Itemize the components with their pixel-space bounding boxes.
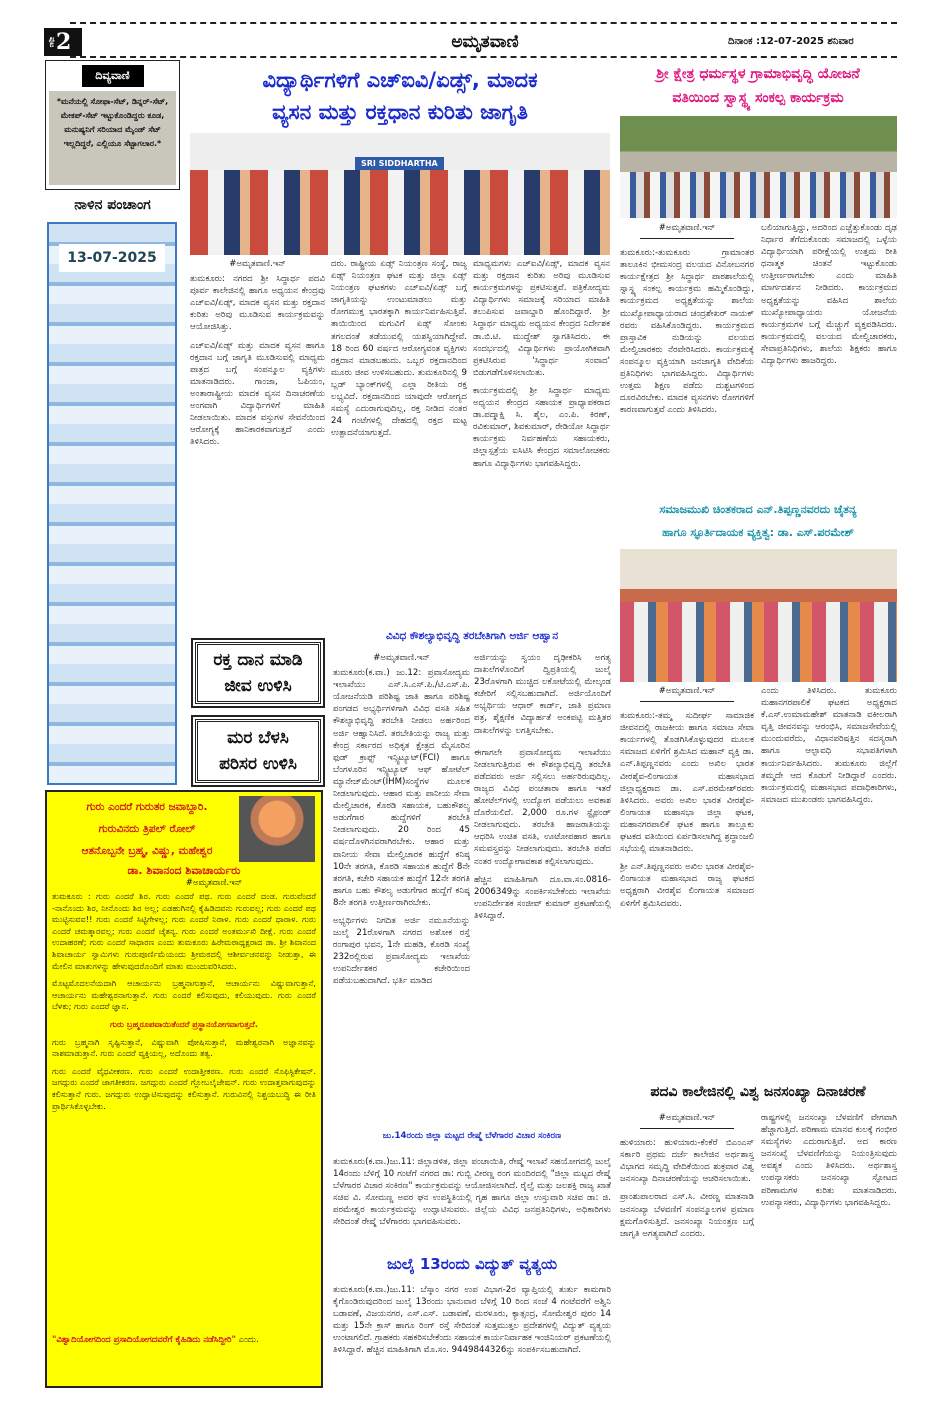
page-number: 2 <box>56 29 72 55</box>
main-article-col-3 <box>473 258 610 624</box>
divider <box>640 238 734 239</box>
paragraph: ತುಮಕೂರು: ನಗರದ ಶ್ರೀ ಸಿದ್ಧಾರ್ಥ ಪದವಿ ಪೂರ್ವ ಕಾಲೇಜಿನಲ್ಲಿ ಹಾಗೂ ಅಧ್ಯಯನ ಕೇಂದ್ರವು ಎಚ್‌ಐವಿ/ಏಡ್ಸ್, ಮಾದಕ ವ್ಯಸನ ಮತ್ತು ರಕ್ತದಾನ ಕುರಿತು ಅರಿವು ಮೂಡಿಸುವ ಕಾರ್ಯಕ್ರಮವನ್ನು ಆಯೋಜಿಸಿತ್ತು. <box>190 274 325 333</box>
skills-tag: #ಅಮೃತವಾಣಿ.ಇನ್ <box>373 653 430 663</box>
swamiji-photo <box>239 796 315 862</box>
health-headline-line-1: ಶ್ರೀ ಕ್ಷೇತ್ರ ಧರ್ಮಸ್ಥಳ ಗ್ರಾಮಾಭಿವೃದ್ಧಿ ಯೋಜನೆ <box>656 66 860 82</box>
health-headline <box>618 62 898 110</box>
guru-headline-1: ಗುರು ಎಂದರೆ ಗುರುತರ ಜವಾಬ್ದಾರಿ. <box>86 801 208 813</box>
paragraph: ಎಚ್‌ಐವಿ/ಏಡ್ಸ್ ಮತ್ತು ಮಾದಕ ವ್ಯಸನ ಹಾಗೂ ರಕ್ತದಾನ ಬಗ್ಗೆ ಜಾಗೃತಿ ಮೂಡಿಸುವಲ್ಲಿ ಮಾಧ್ಯಮ ಪಾತ್ರದ ಬಗ್ಗೆ ಸಂಪನ್ಮೂಲ ವ್ಯಕ್ತಿಗಳು ಮಾತನಾಡಿದರು. ಗಾಂಜಾ, ಓಪಿಯಂ, ಅಂತಾರಾಷ್ಟ್ರೀಯ ಮಾದಕ ವ್ಯಸನ ದಿನಾಚರಣೆಯ ಅಂಗವಾಗಿ ವಿದ್ಯಾರ್ಥಿಗಳಿಗೆ ಮಾಹಿತಿ ನೀಡಲಾಯಿತು. ಮಾದಕ ವಸ್ತುಗಳ ಸೇವನೆಯಿಂದ ಆರೋಗ್ಯಕ್ಕೆ ಹಾನಿಕಾರಕವಾಗುತ್ತದೆ ಎಂದು ತಿಳಿಸಿದರು. <box>190 340 325 448</box>
header-rule-bottom <box>70 56 897 58</box>
paragraph: ಕಾರ್ಯಕ್ರಮದಲ್ಲಿ ಶ್ರೀ ಸಿದ್ಧಾರ್ಥ ಮಾಧ್ಯಮ ಅಧ್ಯಯನ ಕೇಂದ್ರದ ಸಹಾಯಕ ಪ್ರಾಧ್ಯಾಪಕರಾದ ಡಾ.ಪದ್ಮಾಕ್ಷಿ ಸಿ. ಶೈಲ, ಎಂ.ಪಿ. ಕಿರಣ್, ರವಿಕುಮಾರ್, ಶಿವಕುಮಾರ್, ರೇಡಿಯೋ ಸಿದ್ಧಾರ್ಥ ಕಾರ್ಯಕ್ರಮ ನಿರ್ವಹಣೆಯ ಸಹಾಯಕರು, ಜಿಲ್ಲಾಸ್ಪತ್ರೆಯ ಐಸಿಟಿಸಿ ಕೇಂದ್ರದ ಸಮಾಲೋಚಕರು ಹಾಗೂ ವಿದ್ಯಾರ್ಥಿಗಳು ಭಾಗವಹಿಸಿದ್ದರು. <box>473 385 610 469</box>
paragraph: ಅರ್ಜಿಯನ್ನು ಸ್ವಯಂ ದೃಢೀಕರಿಸಿ ಅಗತ್ಯ ದಾಖಲೆಗಳೊಂದಿಗೆ ದ್ವಿಪ್ರತಿಯಲ್ಲಿ ಜುಲೈ 23ರೊಳಗಾಗಿ ಮುಚ್ಚಿದ ಲಕೋಟೆಯಲ್ಲಿ ಮೇಲ್ಕಂಡ ಕಚೇರಿಗೆ ಸಲ್ಲಿಸಬಹುದಾಗಿದೆ. ಅರ್ಜಿಯೊಂದಿಗೆ ಅಭ್ಯರ್ಥಿಯ ಆಧಾರ್ ಕಾರ್ಡ್, ಜಾತಿ ಪ್ರಮಾಣ ಪತ್ರ, ಶೈಕ್ಷಣಿಕ ವಿದ್ಯಾರ್ಹತೆ ಅಂಕಪಟ್ಟಿ ಮತ್ತಿತರ ದಾಖಲೆಗಳನ್ನು ಲಗತ್ತಿಸಬೇಕು. <box>474 653 611 736</box>
paragraph: ಗುರು ಬ್ರಹ್ಮನಾಗಿ ಸೃಷ್ಟಿಸುತ್ತಾನೆ, ವಿಷ್ಣುವಾಗಿ ಪೋಷಿಸುತ್ತಾನೆ, ಮಹೇಶ್ವರನಾಗಿ ಅಜ್ಞಾನವನ್ನು ನಾಶಮಾಡುತ್ತಾನೆ. ಗುರು ಎಂದರೆ ವ್ಯಕ್ತಿಯಲ್ಲ, ಅದೊಂದು ತತ್ವ. <box>52 1036 316 1059</box>
main-article-col-1 <box>190 258 325 624</box>
health-event-photo <box>620 116 897 218</box>
photo-banner: SRI SIDDHARTHA <box>355 157 444 170</box>
power-body: ತುಮಕೂರು(ಕ.ವಾ.)ಜು.11: ಬೆಸ್ಕಾಂ ನಗರ ಉಪ ವಿಭಾಗ-2ರ ವ್ಯಾಪ್ತಿಯಲ್ಲಿ ತುರ್ತು ಕಾಮಗಾರಿ ಕೈಗೊಂಡಿರುವುದರಿಂದ ಜುಲೈ 13ರಂದು ಭಾನುವಾರ ಬೆಳಿಗ್ಗೆ 10 ರಿಂದ ಸಂಜೆ 4 ಗಂಟೆವರೆಗೆ ಅಶ್ವಿನಿ ಬಡಾವಣೆ, ವಿಜಯನಗರ, ಎಸ್.ಎಸ್. ಬಡಾವಣೆ, ಮರಳೂರು, ಕ್ಯಾತ್ಸಂದ್ರ, ಸೋಮೇಶ್ವರ ಪುರಂ 14 ಮತ್ತು 15ನೇ ಕ್ರಾಸ್ ಹಾಗೂ ರಿಂಗ್ ರಸ್ತೆ ಸೇರಿದಂತೆ ಸುತ್ತಮುತ್ತಲ ಪ್ರದೇಶಗಳಲ್ಲಿ ವಿದ್ಯುತ್ ವ್ಯತ್ಯಯ ಉಂಟಾಗಲಿದೆ. ಗ್ರಾಹಕರು ಸಹಕರಿಸಬೇಕೆಂದು ಸಹಾಯಕ ಕಾರ್ಯನಿರ್ವಾಹಕ ಇಂಜಿನಿಯರ್ ಪ್ರಕಟಣೆಯಲ್ಲಿ ತಿಳಿಸಿದ್ದಾರೆ. ಹೆಚ್ಚಿನ ಮಾಹಿತಿಗಾಗಿ ಮೊ.ಸಂ. 9449844326ನ್ನು ಸಂಪರ್ಕಿಸಬಹುದಾಗಿದೆ. <box>333 1285 611 1356</box>
paragraph: ತುಮಕೂರು:-ತುಮಕೂರು ಗ್ರಾಮಾಂತರ ತಾಲೂಕಿನ ಭೀಮಸಂದ್ರ ವಲಯದ ವಿನೋಬನಗರ ಕಾರ್ಯಕ್ಷೇತ್ರದ ಶ್ರೀ ಸಿದ್ಧಾರ್ಥ ಪಾಠಶಾಲೆಯಲ್ಲಿ ಸ್ವಾಸ್ಥ್ಯ ಸಂಕಲ್ಪ ಕಾರ್ಯಕ್ರಮ ಹಮ್ಮಿಕೊಂಡಿದ್ದು, ಕಾರ್ಯಕ್ರಮದ ಅಧ್ಯಕ್ಷತೆಯನ್ನು ಶಾಲೆಯ ಮುಖ್ಯೋಪಾಧ್ಯಾಯರಾದ ಚಂದ್ರಶೇಖರ್ ನಾಯಕ್ ರವರು ವಹಿಸಿಕೊಂಡಿದ್ದರು. ಕಾರ್ಯಕ್ರಮದ ಪ್ರಾಸ್ತಾವಿಕ ನುಡಿಯನ್ನು ವಲಯದ ಮೇಲ್ವಿಚಾರಕರು ನೆರವೇರಿಸಿದರು. ಕಾರ್ಯಕ್ರಮಕ್ಕೆ ಸಂಪನ್ಮೂಲ ವ್ಯಕ್ತಿಯಾಗಿ ಜನಜಾಗೃತಿ ವೇದಿಕೆಯ ಪ್ರತಿನಿಧಿಗಳು ಭಾಗವಹಿಸಿದ್ದರು. ವಿದ್ಯಾರ್ಥಿಗಳು ಉತ್ತಮ ಶಿಕ್ಷಣ ಪಡೆದು ದುಶ್ಚಟಗಳಿಂದ ದೂರವಿರಬೇಕು. ಮಾದಕ ವ್ಯಸನಗಳು ರೋಗಗಳಿಗೆ ಕಾರಣವಾಗುತ್ತವೆ ಎಂದು ತಿಳಿಸಿದರು. <box>620 248 754 416</box>
main-tag: #ಅಮೃತವಾಣಿ.ಇನ್ <box>229 259 286 269</box>
divider <box>640 1128 734 1129</box>
tippanna-event-photo <box>620 549 897 682</box>
issue-date: ದಿನಾಂಕ :12-07-2025 ಶನಿವಾರ <box>728 36 854 47</box>
divyavani-box <box>45 60 180 190</box>
guru-headline-3: ಆತನೊಬ್ಬನೇ ಬ್ರಹ್ಮ, ವಿಷ್ಣು, ಮಹೇಶ್ವರ <box>81 845 213 857</box>
paragraph: ಬಲಿಯಾಗುತ್ತಿದ್ದು, ಅದರಿಂದ ಎಚ್ಚೆತ್ತುಕೊಂಡು ದೃಢ ನಿರ್ಧಾರ ತೆಗೆದುಕೊಂಡು ಸಮಾಜದಲ್ಲಿ ಒಳ್ಳೆಯ ವಿದ್ಯಾರ್ಥಿಯಾಗಿ ಪರೀಕ್ಷೆಯಲ್ಲಿ ಉತ್ತಮ ರೀತಿ ಧನಾತ್ಮಕ ಚಿಂತನೆ ಇಟ್ಟುಕೊಂಡು ಉತ್ತೀರ್ಣರಾಗಬೇಕು ಎಂದು ಮಾಹಿತಿ ಮಾರ್ಗದರ್ಶನ ನೀಡಿದರು. ಕಾರ್ಯಕ್ರಮದ ಅಧ್ಯಕ್ಷತೆಯನ್ನು ವಹಿಸಿದ ಶಾಲೆಯ ಮುಖ್ಯೋಪಾಧ್ಯಾಯರು ಯೋಜನೆಯ ಕಾರ್ಯಕ್ರಮಗಳ ಬಗ್ಗೆ ಮೆಚ್ಚುಗೆ ವ್ಯಕ್ತಪಡಿಸಿದರು. ಕಾರ್ಯಕ್ರಮದಲ್ಲಿ ವಲಯದ ಮೇಲ್ವಿಚಾರಕರು, ಸೇವಾಪ್ರತಿನಿಧಿಗಳು, ಶಾಲೆಯ ಶಿಕ್ಷಕರು ಹಾಗೂ ವಿದ್ಯಾರ್ಥಿಗಳು ಹಾಜರಿದ್ದರು. <box>761 223 897 367</box>
health-headline-line-2: ವತಿಯಿಂದ ಸ್ವಾಸ್ಥ್ಯ ಸಂಕಲ್ಪ ಕಾರ್ಯಕ್ರಮ <box>672 90 844 106</box>
paragraph: ದರು. ರಾಷ್ಟ್ರೀಯ ಏಡ್ಸ್ ನಿಯಂತ್ರಣ ಸಂಸ್ಥೆ, ರಾಜ್ಯ ಏಡ್ಸ್ ನಿಯಂತ್ರಣ ಘಟಕ ಮತ್ತು ಜಿಲ್ಲಾ ಏಡ್ಸ್ ನಿಯಂತ್ರಣ ಘಟಕಗಳು ಎಚ್‌ಐವಿ/ಏಡ್ಸ್ ಬಗ್ಗೆ ಜಾಗೃತಿಯನ್ನು ಉಂಟುಮಾಡಲು ಮತ್ತು ರೋಗಮುಕ್ತ ಭಾರತಕ್ಕಾಗಿ ಕಾರ್ಯನಿರ್ವಹಿಸುತ್ತಿವೆ. ತಾಯಿಯಿಂದ ಮಗುವಿಗೆ ಏಡ್ಸ್ ಸೋಂಕು ತಗಲದಂತೆ ತಡೆಯುವಲ್ಲಿ ಯಶಸ್ವಿಯಾಗಿದ್ದೇವೆ. 18 ರಿಂದ 60 ವರ್ಷದ ಆರೋಗ್ಯವಂತ ವ್ಯಕ್ತಿಗಳು ರಕ್ತದಾನ ಮಾಡಬಹುದು. ಒಬ್ಬರ ರಕ್ತದಾನದಿಂದ ಮೂರು ಜೀವ ಉಳಿಸಬಹುದು. ತುಮಕೂರಿನಲ್ಲಿ 9 ಬ್ಲಡ್ ಬ್ಯಾಂಕ್‌ಗಳಲ್ಲಿ ಎಲ್ಲಾ ರೀತಿಯ ರಕ್ತ ಲಭ್ಯವಿದೆ. ರಕ್ತದಾನದಿಂದ ಯಾವುದೇ ಆರೋಗ್ಯದ ಸಮಸ್ಯೆ ಎದುರಾಗುವುದಿಲ್ಲ, ರಕ್ತ ನೀಡಿದ ನಂತರ 24 ಗಂಟೆಗಳಲ್ಲಿ ದೇಹದಲ್ಲಿ ರಕ್ತದ ಮಟ್ಟ ಉತ್ಪಾದನೆಯಾಗುತ್ತದೆ. <box>331 259 467 439</box>
main-headline-line-2: ವ್ಯಸನ ಮತ್ತು ರಕ್ತಧಾನ ಕುರಿತು ಜಾಗೃತಿ <box>272 100 528 124</box>
panchanga-date: 13-07-2025 <box>59 244 165 272</box>
guru-mid-line: ಗುರು ಬ್ರಹ್ಮರೂಪವಾಯಿತೆಂದರೆ ಪ್ರಸ್ಥಾನಯೋಗವಾಗುತ್ತದೆ. <box>109 1018 259 1029</box>
divyavani-quote: *ಮನೆಯಲ್ಲಿ ಸೋಫಾ-ಸೆಟ್, ಡಿನ್ನರ್-ಸೆಟ್, ಮೇಕಪ್-ಸೆಟ್ ಇಟ್ಟುಕೊಂಡಿದ್ದರು ಕೂಡ, ಮನುಷ್ಯನಿಗೆ ಸರಿಯಾದ ಮೈಂಡ್ ಸೆಟ್ ಇಲ್ಲದಿದ್ದರೆ, ಎಲ್ಲಿಯೂ ಸೆಟ್ಟಾಗಲಾರ.* <box>49 91 176 185</box>
ad-line: ರಕ್ತ ದಾನ ಮಾಡಿ <box>213 650 303 670</box>
tippanna-headline-line-1: ಸಮಾಜಮುಖಿ ಚಿಂತಕರಾದ ಎನ್.ತಿಪ್ಪಣ್ಣನವರದು ಚೈತನ್ಯ <box>659 503 857 516</box>
guru-purnima-box <box>45 790 323 1388</box>
guru-headline-2: ಗುರುವಿನದು ತ್ರಿಪಲ್ ರೋಲ್ <box>98 823 196 835</box>
tippanna-tag: #ಅಮೃತವಾಣಿ.ಇನ್ <box>658 686 716 696</box>
paragraph: ತುಮಕೂರು : ಗುರು ಎಂದರೆ ಶಿರ. ಗುರು ಎಂದರೆ ಪಥ. ಗುರು ಎಂದರೆ ದಂಡ. ಗುರುವೆಂದರೆ -ನಾನೊಂದು ಶಿರ, ನೀನೊಂದು ಶಿರ ಅಲ್ಲ; ಎಡಹುಗಿನಲ್ಲಿ ಕೈಹಿಡಿದವನು ಗುರುವಲ್ಲ; ಗುರು ಎಂದರೆ ಪಥ ಮುಟ್ಟಿಸುವವ!! ಗುರು ಎಂದರೆ ಸಿಟ್ಟಿಗೇಳಲ್ಲ; ಗುರು ಎಂದರೆ ನಿರಾಳ. ಗುರು ಎಂದರೆ ಧಾರಾಳ. ಗುರು ಎಂದರೆ ಚಮತ್ಕಾರವಲ್ಲ; ಗುರು ಎಂದರೆ ಚೈತನ್ಯ. ಗುರು ಎಂದರೆ ಅಂತರ್ಮುಖಿ ದೀಕ್ಷೆ. ಗುರು ಎಂದರೆ ಉದಾಹರಣೆ; ಗುರು ಎಂದರೆ ಸಾಧಾರಣ ಎಂದು ತುಮಕೂರು ಹಿರೇಮಠಾಧ್ಯಕ್ಷರಾದ ಡಾ. ಶ್ರೀ ಶಿವಾನಂದ ಶಿವಾಚಾರ್ಯ ಸ್ವಾಮಿಗಳು ಗುರುಪೂರ್ಣಿಮೆಯಂದು ಶ್ರೀಮಠದಲ್ಲಿ ಆಶೀರ್ವಚನವನ್ನು ನೀಡುತ್ತಾ, ಈ ಮೇಲಿನ ಮಾತುಗಳನ್ನು ಹೇಳುವುದರೊಂದಿಗೆ ಮಾತು ಮುಂದುವರಿಸಿದರು. <box>52 891 316 971</box>
paragraph: ಮೊಟ್ಟಮೊದಲನೆಯದಾಗಿ ಆಚಾರ್ಯನು ಬ್ರಹ್ಮನಾಗುತ್ತಾನೆ, ಆಚಾರ್ಯನು ವಿಷ್ಣುವಾಗುತ್ತಾನೆ, ಆಚಾರ್ಯನು ಮಹೇಶ್ವರನಾಗುತ್ತಾನೆ. ಗುರು ಎಂದರೆ ಕಲಿಸುವುದು, ಕಲಿಯುವುದು. ಗುರು ಎಂದರೆ ಬೆಳಕು; ಗುರು ಎಂದರೆ ಜ್ಞಾನ. <box>52 978 316 1012</box>
skills-col-2 <box>474 652 611 1122</box>
population-col-2 <box>761 1112 897 1390</box>
panchanga-title: ನಾಳಿನ ಪಂಚಾಂಗ <box>74 197 151 213</box>
paragraph: ಎಂದು ತಿಳಿಸಿದರು. ತುಮಕೂರು ಮಹಾನಗರಪಾಲಿಕೆ ಘಟಕದ ಅಧ್ಯಕ್ಷರಾದ ಕೆ.ಎಸ್.ಉಮಾಮಹೇಶ್ ಮಾತನಾಡಿ ವಕೀಲರಾಗಿ ವೃತ್ತಿ ಜೀವನವನ್ನು ಆರಂಭಿಸಿ, ಸಮಾಜಸೇವೆಯಲ್ಲಿ ಮುಂದುವರೆದು, ವಿಧಾನಪರಿಷತ್ತಿನ ಸದಸ್ಯರಾಗಿ ಹಾಗೂ ಆಲ್ಪಾವಧಿ ಸಭಾಪತಿಗಳಾಗಿ ಕಾರ್ಯನಿರ್ವಹಿಸಿದರು. ತುಮಕೂರು ಜಿಲ್ಲೆಗೆ ತಮ್ಮದೇ ಆದ ಕೊಡುಗೆ ನೀಡಿದ್ದಾರೆ ಎಂದರು. ಕಾರ್ಯಕ್ರಮದಲ್ಲಿ ಮಹಾಸಭಾದ ಪದಾಧಿಕಾರಿಗಳು, ಸಮಾಜದ ಮುಖಂಡರು ಭಾಗವಹಿಸಿದ್ದರು. <box>761 686 897 805</box>
guru-headline-4: ಡಾ. ಶಿವಾನಂದ ಶಿವಾಚಾರ್ಯರು <box>127 864 241 877</box>
awareness-event-photo <box>190 133 610 255</box>
paragraph: ಹೆಚ್ಚಿನ ಮಾಹಿತಿಗಾಗಿ ದೂ.ವಾ.ಸಂ.0816-2006349ನ್ನು ಸಂಪರ್ಕಿಸಬೇಕೆಂದು ಇಲಾಖೆಯ ಉಪನಿರ್ದೇಶಕ ಸಂಜೀವ್ ಕುಮಾರ್ ಪ್ರಕಟಣೆಯಲ್ಲಿ ತಿಳಿಸಿದ್ದಾರೆ. <box>474 874 611 921</box>
paragraph: ಮಾಧ್ಯಮಗಳು ಎಚ್‌ಐವಿ/ಏಡ್ಸ್, ಮಾದಕ ವ್ಯಸನ ಮತ್ತು ರಕ್ತದಾನ ಕುರಿತು ಅರಿವು ಮೂಡಿಸುವ ಕಾರ್ಯಕ್ರಮಗಳನ್ನು ಪ್ರಕಟಿಸುತ್ತವೆ. ಪತ್ರಿಕೋದ್ಯಮ ವಿದ್ಯಾರ್ಥಿಗಳು ಸಮಾಜಕ್ಕೆ ಸರಿಯಾದ ಮಾಹಿತಿ ತಲುಪಿಸುವ ಜವಾಬ್ದಾರಿ ಹೊಂದಿದ್ದಾರೆ. ಶ್ರೀ ಸಿದ್ಧಾರ್ಥ ಮಾಧ್ಯಮ ಅಧ್ಯಯನ ಕೇಂದ್ರದ ನಿರ್ದೇಶಕ ಡಾ.ಬಿ.ಟಿ. ಮುದ್ದೇಶ್ ಸ್ವಾಗತಿಸಿದರು. ಈ ಸಂದರ್ಭದಲ್ಲಿ ವಿದ್ಯಾರ್ಥಿಗಳು ಪ್ರಾಯೋಗಿಕವಾಗಿ ಪ್ರಕಟಿಸಿರುವ 'ಸಿದ್ಧಾರ್ಥ ಸಂವಾದ' ಬಿಡುಗಡೆಗೊಳಿಸಲಾಯಿತು. <box>473 259 610 378</box>
guru-body <box>52 891 316 1331</box>
paragraph: ಹುಳಿಯಾರು: ಹುಳಿಯಾರು-ಕೆಂಕೆರೆ ಬಿಎಂಎಸ್ ಸರ್ಕಾರಿ ಪ್ರಥಮ ದರ್ಜೆ ಕಾಲೇಜಿನ ಅರ್ಥಶಾಸ್ತ್ರ ವಿಭಾಗದ ಸಮೃದ್ಧಿ ವೇದಿಕೆಯಿಂದ ಶುಕ್ರವಾರ ವಿಶ್ವ ಜನಸಂಖ್ಯಾ ದಿನಾಚರಣೆಯನ್ನು ಆಚರಿಸಲಾಯಿತು. <box>620 1138 754 1185</box>
paragraph: ಗುರು ಎಂದರೆ ವೈಧವೀಕರಣ. ಗುರು ಎಂದರೆ ಉದಾತ್ತೀಕರಣ. ಗುರು ಎಂದರೆ ಸೊಫಿಸ್ಟಿಕೇಷನ್. ಜಗದ್ಗುರು ಎಂದರೆ ಜಾಗತೀಕರಣ. ಜಗದ್ಗುರು ಎಂದರೆ ಗ್ಲೋಬಲೈಜೇಷನ್. ಗುರು ಉದಾತ್ತವಾಗುವುದನ್ನು ಕಲಿಸುತ್ತಾನೆ ಗುರು. ಜಗದ್ಗುರು ಉದ್ಘಾಟಿಸುವುದನ್ನು ಕಲಿಸುತ್ತಾನೆ. ಗುರುವಿನಲ್ಲಿ ನಿಶ್ಚಯಬುದ್ಧಿ ಈ ರೀತಿ ಪ್ರಾರ್ಥಿಸಿಕೊಳ್ಳಬೇಕು. <box>52 1065 316 1111</box>
health-col-2 <box>761 222 897 490</box>
blood-donation-ad <box>195 642 321 704</box>
divyavani-title: ದಿವ್ಯವಾಣಿ <box>82 65 144 87</box>
population-tag: #ಅಮೃತವಾಣಿ.ಇನ್ <box>658 1113 716 1123</box>
skills-col-1 <box>333 652 470 1122</box>
panchanga-image <box>47 222 177 785</box>
page-number-badge <box>44 28 82 56</box>
paragraph: ರಾಷ್ಟ್ರಗಳಲ್ಲಿ ಜನಸಂಖ್ಯಾ ಬೆಳವಣಿಗೆ ವೇಗವಾಗಿ ಹೆಚ್ಚಾಗುತ್ತಿದೆ. ಪರಿಣಾಮ ಮಾನವ ಕುಲಕ್ಕೆ ಗಂಭೀರ ಸಮಸ್ಯೆಗಳು ಎದುರಾಗುತ್ತಿವೆ. ಅದ ಕಾರಣ ಜನಸಂಖ್ಯೆ ಬೆಳವಣಿಗೆಯನ್ನು ನಿಯಂತ್ರಿಸುವುದು ಅವಶ್ಯಕ ಎಂದು ತಿಳಿಸಿದರು. ಅರ್ಥಶಾಸ್ತ್ರ ಉಪನ್ಯಾಸಕರು ಜನಸಂಖ್ಯಾ ಸ್ಫೋಟದ ಪರಿಣಾಮಗಳ ಕುರಿತು ಮಾತನಾಡಿದರು. ಉಪನ್ಯಾಸಕರು, ವಿದ್ಯಾರ್ಥಿಗಳು ಭಾಗವಹಿಸಿದ್ದರು. <box>761 1113 897 1208</box>
tippanna-col-2 <box>761 685 897 1077</box>
paragraph: ಈಗಾಗಲೇ ಪ್ರವಾಸೋದ್ಯಮ ಇಲಾಖೆಯು ನೀಡಲಾಗುತ್ತಿರುವ ಈ ಕೌಶಲ್ಯಾಭಿವೃದ್ಧಿ ತರಬೇತಿ ಪಡೆದವರು ಅರ್ಜಿ ಸಲ್ಲಿಸಲು ಅರ್ಹರಿರುವುದಿಲ್ಲ. ರಾಜ್ಯದ ವಿವಿಧ ಪಂಚತಾರಾ ಹಾಗೂ ಇತರೆ ಹೋಟೆಲ್‌ಗಳಲ್ಲಿ ಉದ್ಯೋಗ ಪಡೆಯಲು ಅವಕಾಶ ದೊರೆಯಲಿದೆ. 2,000 ರೂ.ಗಳ ಸ್ಟೈಫಂಡ್ ನೀಡಲಾಗುವುದು. ತರಬೇತಿ ಹಾಜರಾತಿಯನ್ನು ಆಧರಿಸಿ ಉಚಿತ ವಸತಿ, ಊಟೋಪಹಾರ ಹಾಗೂ ಸಮವಸ್ತ್ರವನ್ನು ನೀಡಲಾಗುವುದು. ತರಬೇತಿ ಪಡೆದ ನಂತರ ಉದ್ಯೋಗಾವಕಾಶ ಕಲ್ಪಿಸಲಾಗುವುದು. <box>474 747 611 867</box>
paragraph: ಪ್ರಾಂಶುಪಾಲರಾದ ಎಸ್.ಸಿ. ವೀರಣ್ಣ ಮಾತನಾಡಿ ಜನಸಂಖ್ಯಾ ಬೆಳವಣಿಗೆ ಸಂಪನ್ಮೂಲಗಳ ಪ್ರಮಾಣ ಕ್ಷಮಗೊಳಿಸುತ್ತಿದೆ. ಜನಸಂಖ್ಯಾ ನಿಯಂತ್ರಣ ಬಗ್ಗೆ ಜಾಗೃತಿ ಅಗತ್ಯವಾಗಿದೆ ಎಂದರು. <box>620 1192 754 1239</box>
guru-closing-quote: "ವಿಶ್ವಾದಿಯೋಗದಿಂದ ಪ್ರಸಾದಿಯೋಗದವರೆಗೆ ಕೈಹಿಡಿದು ನಡೆಸಿದ್ದೀರಿ" <box>52 1335 236 1345</box>
guru-closing-suffix: ಎಂದು. <box>235 1335 259 1345</box>
population-headline: ಪದವಿ ಕಾಲೇಜಿನಲ್ಲಿ ವಿಶ್ವ ಜನಸಂಖ್ಯಾ ದಿನಾಚರಣೆ <box>650 1084 866 1100</box>
main-headline-line-1: ವಿದ್ಯಾರ್ಥಿಗಳಿಗೆ ಎಚ್‌ಐವಿ/ಏಡ್ಸ್, ಮಾದಕ <box>262 68 538 92</box>
page-label: ಪುಟ <box>48 36 56 48</box>
guru-closing <box>52 1335 316 1345</box>
ad-line: ಮರ ಬೆಳಸಿ <box>227 728 289 748</box>
tippanna-headline <box>618 498 898 544</box>
tippanna-col-1 <box>620 685 754 1077</box>
power-headline: ಜುಲೈ 13ರಂದು ವಿದ್ಯುತ್ ವ್ಯತ್ಯಯ <box>386 1255 558 1273</box>
guru-tag: #ಅಮೃತವಾಣಿ.ಇನ್ <box>185 878 243 888</box>
health-tag: #ಅಮೃತವಾಣಿ.ಇನ್ <box>658 223 716 233</box>
population-col-1 <box>620 1112 754 1390</box>
tree-planting-ad <box>195 719 321 783</box>
ad-line: ಪರಿಸರ ಉಳಿಸಿ <box>219 754 297 774</box>
paragraph: ಅಭ್ಯರ್ಥಿಗಳು ನಿಗದಿತ ಅರ್ಜಿ ನಮೂನೆಯನ್ನು ಜುಲೈ 21ರೊಳಗಾಗಿ ನಗರದ ಅಶೋಕ ರಸ್ತೆ ರಂಗಾಪುರ ಭವನ, 1ನೇ ಮಹಡಿ, ಕೊಠಡಿ ಸಂಖ್ಯೆ 232ರಲ್ಲಿರುವ ಪ್ರವಾಸೋದ್ಯಮ ಇಲಾಖೆಯ ಉಪನಿರ್ದೇಶಕರ ಕಚೇರಿಯಿಂದ ಪಡೆಯಬಹುದಾಗಿದೆ. ಭರ್ತಿ ಮಾಡಿದ <box>333 915 470 987</box>
health-col-1 <box>620 222 754 490</box>
silk-body: ತುಮಕೂರು(ಕ.ವಾ.)ಜು.11: ಜಿಲ್ಲಾಡಳಿತ, ಜಿಲ್ಲಾ ಪಂಚಾಯಿತಿ, ರೇಷ್ಮೆ ಇಲಾಖೆ ಸಹಯೋಗದಲ್ಲಿ ಜುಲೈ 14ರಂದು ಬೆಳಿಗ್ಗೆ 10 ಗಂಟೆಗೆ ನಗರದ ಡಾ: ಗುಬ್ಬಿ ವೀರಣ್ಣ ರಂಗ ಮಂದಿರದಲ್ಲಿ "ಜಿಲ್ಲಾ ಮಟ್ಟದ ರೇಷ್ಮೆ ಬೆಳೆಗಾರರ ವಿಚಾರ ಸಂಕಿರಣ" ಕಾರ್ಯಕ್ರಮವನ್ನು ಆಯೋಜಿಸಲಾಗಿದೆ. ರೈಲ್ವೆ ಮತ್ತು ಜಲಶಕ್ತಿ ರಾಜ್ಯ ಖಾತೆ ಸಚಿವ ವಿ. ಸೋಮಣ್ಣ ಅವರ ಘನ ಉಪಸ್ಥಿತಿಯಲ್ಲಿ ಗೃಹ ಹಾಗೂ ಜಿಲ್ಲಾ ಉಸ್ತುವಾರಿ ಸಚಿವ ಡಾ: ಜಿ. ಪರಮೇಶ್ವರ ಕಾರ್ಯಕ್ರಮವನ್ನು ಉದ್ಘಾಟಿಸುವರು. ಜಿಲ್ಲೆಯ ವಿವಿಧ ಜನಪ್ರತಿನಿಧಿಗಳು, ಅಧಿಕಾರಿಗಳು ಸೇರಿದಂತೆ ರೇಷ್ಮೆ ಬೆಳೆಗಾರರು ಭಾಗವಹಿಸುವರು. <box>333 1157 611 1228</box>
divider <box>640 701 734 702</box>
masthead: ಅಮೃತವಾಣಿ <box>451 32 519 52</box>
skills-headline: ವಿವಿಧ ಕೌಶಲ್ಯಾಭಿವೃದ್ಧಿ ತರಬೇತಿಗಾಗಿ ಅರ್ಜಿ ಆಹ್ವಾನ <box>385 630 559 642</box>
tippanna-headline-line-2: ಹಾಗೂ ಸ್ಫೂರ್ತಿದಾಯಕ ವ್ಯಕ್ತಿತ್ವ: ಡಾ. ಎಸ್.ಪರಮೇಶ್ <box>662 526 854 539</box>
main-headline <box>190 64 610 128</box>
paragraph: ಶ್ರೀ ಎನ್.ತಿಪ್ಪಣ್ಣನವರು ಅಖಿಲ ಭಾರತ ವೀರಶೈವ-ಲಿಂಗಾಯತ ಮಹಾಸಭಾದ ರಾಜ್ಯ ಘಟಕದ ಅಧ್ಯಕ್ಷರಾಗಿ ವೀರಶೈವ ಲಿಂಗಾಯತ ಸಮಾಜದ ಏಳಿಗೆಗೆ ಶ್ರಮಿಸಿದವರು. <box>620 862 754 909</box>
main-article-col-2 <box>331 258 467 624</box>
header-rule-top <box>70 22 897 24</box>
silk-headline: ಜು.14ರಂದು ಜಿಲ್ಲಾ ಮಟ್ಟದ ರೇಷ್ಮೆ ಬೆಳೆಗಾರರ ವಿಚಾರ ಸಂಕಿರಣ <box>382 1131 562 1141</box>
paragraph: ತುಮಕೂರು:-ತಮ್ಮ ಸುದೀರ್ಘ ಸಾಮಾಜಿಕ ಜೀವನದಲ್ಲಿ ರಾಜಕೀಯ ಹಾಗೂ ಸಮಾಜ ಸೇವಾ ಕಾರ್ಯಗಳಲ್ಲಿ ತೊಡಗಿಸಿಕೊಳ್ಳುವುದರ ಮೂಲಕ ಸಮಾಜದ ಏಳಿಗೆಗೆ ಶ್ರಮಿಸಿದ ಮಹಾನ್ ವ್ಯಕ್ತಿ ಡಾ. ಎನ್.ತಿಪ್ಪಣ್ಣನವರು ಎಂದು ಅಖಿಲ ಭಾರತ ವೀರಶೈವ-ಲಿಂಗಾಯತ ಮಹಾಸಭಾದ ಜಿಲ್ಲಾಧ್ಯಕ್ಷರಾದ ಡಾ. ಎಸ್.ಪರಮೇಶ್‌ರವರು ತಿಳಿಸಿದರು. ಅವರು ಅಖಿಲ ಭಾರತ ವೀರಶೈವ-ಲಿಂಗಾಯತ ಮಹಾಸಭಾ ಜಿಲ್ಲಾ ಘಟಕ, ಮಹಾನಗರಪಾಲಿಕೆ ಘಟಕ ಹಾಗೂ ತಾಲ್ಲೂಕು ಘಟಕದ ವತಿಯಿಂದ ಏರ್ಪಡಿಸಲಾಗಿದ್ದ ಶ್ರದ್ಧಾಂಜಲಿ ಸಭೆಯಲ್ಲಿ ಮಾತನಾಡಿದರು. <box>620 711 754 855</box>
ad-line: ಜೀವ ಉಳಿಸಿ <box>224 676 292 696</box>
paragraph: ತುಮಕೂರು(ಕ.ವಾ.) ಜು.12: ಪ್ರವಾಸೋದ್ಯಮ ಇಲಾಖೆಯು ಎಸ್.ಸಿ.ಎಸ್.ಪಿ./ಟಿ.ಎಸ್.ಪಿ. ಯೋಜನೆಯಡಿ ಪರಿಶಿಷ್ಟ ಜಾತಿ ಹಾಗೂ ಪರಿಶಿಷ್ಟ ಪಂಗಡದ ಅಭ್ಯರ್ಥಿಗಳಿಗಾಗಿ ವಿವಿಧ ವಸತಿ ಸಹಿತ ಕೌಶಲ್ಯಾಭಿವೃದ್ಧಿ ತರಬೇತಿ ನೀಡಲು ಅರ್ಹರಿಂದ ಅರ್ಜಿ ಆಹ್ವಾನಿಸಿದೆ. ತರಬೇತಿಯನ್ನು ರಾಜ್ಯ ಮತ್ತು ಕೇಂದ್ರ ಸರ್ಕಾರದ ಅಧಿಕೃತ ಕ್ಷೇತ್ರದ ಮೈಸೂರಿನ ಫುಡ್ ಕ್ರಾಫ್ಟ್ ಇನ್ಸ್ಟಿಟ್ಯೂಟ್(FCI) ಹಾಗೂ ಬೆಂಗಳೂರಿನ ಇನ್ಸ್ಟಿಟ್ಯೂಟ್ ಆಫ್ ಹೋಟೆಲ್ ಮ್ಯಾನೇಜ್‌ಮೆಂಟ್(IHM)ಸಂಸ್ಥೆಗಳ ಮೂಲಕ ನೀಡಲಾಗುವುದು. ಆಹಾರ ಮತ್ತು ಪಾನೀಯ ಸೇವಾ ಮೇಲ್ವಿಚಾರಕ, ಕೊಠಡಿ ಸಹಾಯಕ, ಬಹುಕೌಶಲ್ಯ ಅಡುಗೆಗಾರ ಹುದ್ದೆಗಳಿಗೆ ತರಬೇತಿ ನೀಡಲಾಗುವುದು. 20 ರಿಂದ 45 ವರ್ಷದೊಳಗಿನವರಾಗಿರಬೇಕು. ಆಹಾರ ಮತ್ತು ಪಾನೀಯ ಸೇವಾ ಮೇಲ್ವಿಚಾರಕ ಹುದ್ದೆಗೆ ಕನಿಷ್ಠ 10ನೇ ತರಗತಿ, ಕೊಠಡಿ ಸಹಾಯಕ ಹುದ್ದೆಗೆ 8ನೇ ತರಗತಿ, ಕಚೇರಿ ಸಹಾಯಕ ಹುದ್ದೆಗೆ 12ನೇ ತರಗತಿ ಹಾಗೂ ಬಹು ಕೌಶಲ್ಯ ಅಡುಗೆಗಾರ ಹುದ್ದೆಗೆ ಕನಿಷ್ಠ 8ನೇ ತರಗತಿ ಉತ್ತೀರ್ಣರಾಗಿರಬೇಕು. <box>333 668 470 908</box>
